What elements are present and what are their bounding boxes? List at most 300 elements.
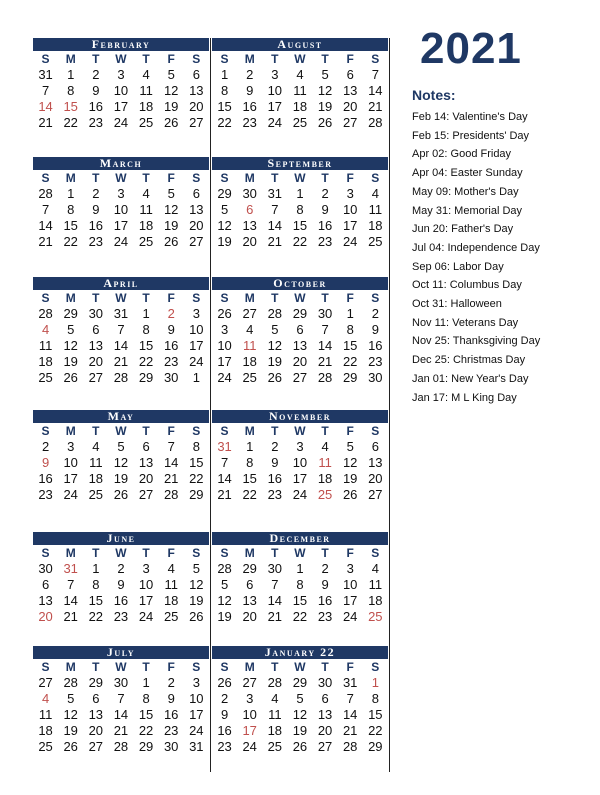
day-cell: 16: [317, 218, 333, 233]
day-cell: 23: [88, 234, 104, 249]
day-cell: 13: [242, 218, 257, 233]
day-cell: 1: [220, 67, 229, 82]
day-cell: 19: [217, 234, 232, 249]
day-cell: 20: [342, 99, 358, 114]
day-cell: 29: [138, 739, 154, 754]
weekday-label: S: [192, 424, 201, 438]
day-cell: 27: [189, 115, 204, 130]
weekday-label: F: [167, 424, 175, 438]
day-cell: 7: [41, 83, 50, 98]
weekday-label: T: [142, 52, 150, 66]
week-row: [212, 306, 388, 322]
weekday-header-row: [33, 170, 209, 186]
day-cell: 4: [92, 439, 100, 454]
day-cell: 14: [113, 338, 129, 353]
weekday-label: T: [142, 546, 150, 560]
weekday-label: W: [294, 546, 306, 560]
day-cell: 6: [296, 322, 304, 337]
day-cell: 27: [189, 234, 204, 249]
day-cell: 8: [296, 577, 304, 592]
day-cell: 17: [342, 593, 358, 608]
day-cell: 17: [267, 99, 283, 114]
day-cell: 31: [189, 739, 204, 754]
holiday-date: 11: [242, 338, 257, 353]
day-cell: 17: [189, 338, 204, 353]
day-cell: 3: [117, 186, 125, 201]
day-cell: 17: [292, 471, 308, 486]
day-cell: 14: [317, 338, 333, 353]
day-cell: 30: [317, 675, 333, 690]
day-cell: 9: [371, 322, 379, 337]
day-cell: 8: [67, 83, 75, 98]
weekday-label: F: [346, 291, 354, 305]
day-cell: 23: [217, 739, 232, 754]
day-cell: 10: [113, 83, 129, 98]
day-cell: 7: [167, 439, 175, 454]
day-cell: 8: [142, 691, 150, 706]
day-cell: 16: [88, 218, 104, 233]
day-cell: 23: [267, 487, 283, 502]
day-cell: 15: [138, 707, 154, 722]
note-item: Feb 15: Presidents' Day: [412, 129, 530, 142]
day-cell: 15: [342, 338, 358, 353]
week-row: [212, 707, 388, 723]
day-cell: 14: [368, 83, 383, 98]
weekday-label: S: [220, 660, 229, 674]
day-cell: 15: [138, 338, 154, 353]
day-cell: 14: [217, 471, 232, 486]
day-cell: 20: [242, 609, 257, 624]
day-cell: 20: [317, 723, 333, 738]
month-header: June: [33, 532, 209, 545]
day-cell: 1: [67, 67, 75, 82]
day-cell: 28: [113, 739, 129, 754]
note-item: Sep 06: Labor Day: [412, 260, 504, 273]
week-row: [33, 609, 209, 625]
day-cell: 24: [113, 234, 129, 249]
day-cell: 11: [38, 338, 53, 353]
day-cell: 17: [217, 354, 232, 369]
day-cell: 18: [368, 593, 383, 608]
weekday-label: T: [321, 424, 329, 438]
day-cell: 10: [242, 707, 257, 722]
day-cell: 29: [342, 370, 358, 385]
day-cell: 15: [292, 218, 308, 233]
day-cell: 27: [242, 675, 257, 690]
day-cell: 6: [192, 186, 200, 201]
weekday-label: S: [41, 291, 50, 305]
weekday-label: M: [65, 52, 76, 66]
day-cell: 16: [113, 593, 129, 608]
weekday-label: M: [244, 546, 255, 560]
day-cell: 21: [267, 609, 283, 624]
day-cell: 10: [267, 83, 283, 98]
weekday-label: T: [92, 424, 100, 438]
weekday-label: S: [192, 52, 201, 66]
day-cell: 7: [271, 202, 279, 217]
day-cell: 13: [189, 202, 204, 217]
week-row: [212, 739, 388, 755]
day-cell: 16: [217, 723, 232, 738]
day-cell: 6: [41, 577, 50, 592]
day-cell: 30: [317, 306, 333, 321]
weekday-label: T: [92, 546, 100, 560]
month-december: [212, 532, 388, 625]
day-cell: 18: [292, 99, 308, 114]
column-divider: [210, 38, 211, 772]
day-cell: 31: [342, 675, 358, 690]
weekday-label: T: [271, 171, 279, 185]
weekday-header-row: [33, 51, 209, 67]
weekday-header-row: [212, 290, 388, 306]
weekday-header-row: [212, 423, 388, 439]
day-cell: 21: [38, 115, 53, 130]
day-cell: 19: [292, 723, 308, 738]
day-cell: 7: [346, 691, 354, 706]
day-cell: 6: [371, 439, 379, 454]
day-cell: 6: [346, 67, 354, 82]
day-cell: 9: [117, 577, 125, 592]
day-cell: 6: [192, 67, 200, 82]
day-cell: 4: [142, 186, 150, 201]
day-cell: 27: [88, 370, 104, 385]
day-cell: 30: [88, 306, 104, 321]
weekday-label: T: [271, 546, 279, 560]
weekday-label: T: [142, 171, 150, 185]
day-cell: 17: [138, 593, 154, 608]
month-august: [212, 38, 388, 131]
day-cell: 15: [189, 455, 204, 470]
day-cell: 27: [88, 739, 104, 754]
weekday-label: S: [192, 291, 201, 305]
day-cell: 11: [368, 577, 383, 592]
weekday-label: S: [192, 660, 201, 674]
day-cell: 16: [88, 99, 104, 114]
day-cell: 23: [368, 354, 383, 369]
day-cell: 8: [67, 202, 75, 217]
day-cell: 2: [321, 561, 329, 576]
month-header: November: [212, 410, 388, 423]
day-cell: 1: [92, 561, 100, 576]
day-cell: 5: [67, 691, 75, 706]
day-cell: 22: [368, 723, 383, 738]
week-row: [212, 67, 388, 83]
day-cell: 10: [342, 577, 358, 592]
week-row: [33, 370, 209, 386]
day-cell: 22: [217, 115, 232, 130]
weekday-label: S: [371, 546, 380, 560]
day-cell: 29: [292, 675, 308, 690]
day-cell: 18: [138, 99, 154, 114]
week-row: [212, 83, 388, 99]
day-cell: 19: [163, 99, 179, 114]
weekday-label: T: [321, 291, 329, 305]
notes-heading: Notes:: [412, 87, 456, 103]
day-cell: 9: [271, 455, 279, 470]
weekday-label: W: [115, 660, 127, 674]
day-cell: 22: [138, 723, 154, 738]
day-cell: 22: [292, 234, 308, 249]
day-cell: 12: [189, 577, 204, 592]
weekday-header-row: [33, 290, 209, 306]
day-cell: 27: [368, 487, 383, 502]
day-cell: 12: [292, 707, 308, 722]
week-row: [33, 67, 209, 83]
day-cell: 23: [317, 609, 333, 624]
day-cell: 24: [63, 487, 78, 502]
day-cell: 21: [113, 723, 129, 738]
day-cell: 23: [163, 723, 179, 738]
note-item: May 09: Mother's Day: [412, 185, 519, 198]
day-cell: 13: [342, 83, 358, 98]
weekday-label: M: [244, 660, 255, 674]
day-cell: 2: [92, 67, 100, 82]
week-row: [33, 487, 209, 503]
weekday-label: F: [167, 291, 175, 305]
day-cell: 14: [63, 593, 78, 608]
day-cell: 9: [246, 83, 254, 98]
day-cell: 28: [113, 370, 129, 385]
day-cell: 7: [117, 691, 125, 706]
weekday-label: S: [371, 660, 380, 674]
day-cell: 17: [342, 218, 358, 233]
day-cell: 3: [271, 67, 279, 82]
day-cell: 18: [38, 354, 53, 369]
weekday-label: M: [65, 660, 76, 674]
day-cell: 23: [317, 234, 333, 249]
weekday-label: M: [244, 424, 255, 438]
day-cell: 1: [142, 306, 150, 321]
week-row: [212, 487, 388, 503]
weekday-label: M: [65, 424, 76, 438]
day-cell: 5: [67, 322, 75, 337]
day-cell: 25: [88, 487, 104, 502]
note-item: Apr 04: Easter Sunday: [412, 167, 523, 180]
week-row: [33, 739, 209, 755]
day-cell: 23: [88, 115, 104, 130]
day-cell: 18: [163, 593, 179, 608]
day-cell: 31: [113, 306, 129, 321]
holiday-date: 31: [63, 561, 78, 576]
week-row: [212, 471, 388, 487]
weekday-label: W: [294, 291, 306, 305]
day-cell: 8: [220, 83, 229, 98]
weekday-label: F: [346, 424, 354, 438]
day-cell: 5: [346, 439, 354, 454]
day-cell: 15: [292, 593, 308, 608]
week-row: [33, 338, 209, 354]
day-cell: 28: [63, 675, 78, 690]
year-title: 2021: [420, 24, 522, 73]
weekday-label: T: [321, 171, 329, 185]
month-header: May: [33, 410, 209, 423]
week-row: [212, 455, 388, 471]
day-cell: 4: [142, 67, 150, 82]
day-cell: 5: [220, 577, 229, 592]
day-cell: 4: [167, 561, 175, 576]
day-cell: 6: [142, 439, 150, 454]
day-cell: 21: [267, 234, 283, 249]
weekday-label: M: [65, 171, 76, 185]
day-cell: 14: [267, 218, 283, 233]
month-header: January 22: [212, 646, 388, 659]
day-cell: 21: [63, 609, 78, 624]
day-cell: 15: [217, 99, 232, 114]
day-cell: 20: [189, 99, 204, 114]
day-cell: 30: [163, 739, 179, 754]
weekday-label: S: [192, 546, 201, 560]
weekday-label: T: [92, 52, 100, 66]
day-cell: 9: [92, 83, 100, 98]
week-row: [33, 354, 209, 370]
day-cell: 9: [321, 577, 329, 592]
day-cell: 8: [296, 202, 304, 217]
day-cell: 29: [292, 306, 308, 321]
day-cell: 11: [38, 707, 53, 722]
day-cell: 30: [267, 561, 283, 576]
weekday-label: S: [41, 660, 50, 674]
day-cell: 29: [138, 370, 154, 385]
day-cell: 25: [138, 234, 154, 249]
day-cell: 12: [267, 338, 283, 353]
day-cell: 1: [296, 561, 304, 576]
day-cell: 28: [267, 306, 283, 321]
day-cell: 17: [189, 707, 204, 722]
day-cell: 2: [271, 439, 279, 454]
day-cell: 10: [217, 338, 232, 353]
day-cell: 21: [38, 234, 53, 249]
day-cell: 11: [368, 202, 383, 217]
week-row: [33, 593, 209, 609]
day-cell: 19: [113, 471, 129, 486]
day-cell: 28: [317, 370, 333, 385]
day-cell: 26: [342, 487, 358, 502]
day-cell: 22: [242, 487, 257, 502]
day-cell: 14: [163, 455, 179, 470]
month-october: [212, 277, 388, 386]
day-cell: 18: [242, 354, 257, 369]
day-cell: 5: [167, 186, 175, 201]
note-item: Nov 25: Thanksgiving Day: [412, 335, 541, 348]
day-cell: 13: [88, 338, 104, 353]
day-cell: 28: [368, 115, 383, 130]
note-item: Oct 31: Halloween: [412, 298, 502, 311]
week-row: [212, 577, 388, 593]
day-cell: 18: [88, 471, 104, 486]
day-cell: 5: [220, 202, 229, 217]
day-cell: 30: [242, 186, 257, 201]
weekday-label: F: [167, 52, 175, 66]
day-cell: 11: [139, 83, 153, 98]
day-cell: 1: [346, 306, 354, 321]
day-cell: 23: [38, 487, 53, 502]
day-cell: 20: [368, 471, 383, 486]
day-cell: 16: [267, 471, 283, 486]
weekday-label: W: [115, 291, 127, 305]
day-cell: 10: [342, 202, 358, 217]
day-cell: 7: [371, 67, 379, 82]
day-cell: 21: [368, 99, 383, 114]
day-cell: 10: [292, 455, 308, 470]
day-cell: 10: [113, 202, 129, 217]
day-cell: 2: [246, 67, 254, 82]
day-cell: 1: [296, 186, 304, 201]
day-cell: 13: [242, 593, 257, 608]
day-cell: 10: [63, 455, 78, 470]
holiday-date: 14: [38, 99, 53, 114]
day-cell: 8: [246, 455, 254, 470]
day-cell: 20: [138, 471, 154, 486]
week-row: [33, 115, 209, 131]
day-cell: 26: [267, 370, 283, 385]
day-cell: 21: [113, 354, 129, 369]
day-cell: 24: [138, 609, 154, 624]
day-cell: 5: [117, 439, 125, 454]
weekday-label: M: [65, 291, 76, 305]
day-cell: 5: [296, 691, 304, 706]
day-cell: 30: [38, 561, 53, 576]
week-row: [212, 723, 388, 739]
day-cell: 18: [267, 723, 283, 738]
note-item: Jul 04: Independence Day: [412, 241, 540, 254]
holiday-date: 20: [38, 609, 53, 624]
day-cell: 27: [138, 487, 154, 502]
day-cell: 8: [142, 322, 150, 337]
weekday-label: M: [244, 171, 255, 185]
day-cell: 9: [220, 707, 229, 722]
weekday-label: S: [371, 424, 380, 438]
day-cell: 21: [342, 723, 358, 738]
day-cell: 29: [217, 186, 232, 201]
day-cell: 12: [317, 83, 333, 98]
month-april: [33, 277, 209, 386]
day-cell: 18: [138, 218, 154, 233]
weekday-label: F: [346, 52, 354, 66]
day-cell: 25: [292, 115, 308, 130]
day-cell: 2: [41, 439, 50, 454]
day-cell: 18: [317, 471, 333, 486]
day-cell: 26: [63, 739, 78, 754]
week-row: [33, 723, 209, 739]
day-cell: 25: [368, 234, 383, 249]
month-header: July: [33, 646, 209, 659]
weekday-header-row: [33, 659, 209, 675]
day-cell: 14: [113, 707, 129, 722]
day-cell: 24: [113, 115, 129, 130]
month-header: August: [212, 38, 388, 51]
holiday-date: 17: [242, 723, 257, 738]
weekday-label: S: [220, 546, 229, 560]
day-cell: 30: [113, 675, 129, 690]
day-cell: 24: [189, 723, 204, 738]
weekday-label: S: [41, 546, 50, 560]
week-row: [33, 234, 209, 250]
weekday-label: T: [321, 660, 329, 674]
holiday-date: 6: [246, 202, 254, 217]
day-cell: 19: [317, 99, 333, 114]
day-cell: 3: [142, 561, 150, 576]
day-cell: 2: [92, 186, 100, 201]
note-item: Nov 11: Veterans Day: [412, 316, 519, 329]
weekday-header-row: [212, 170, 388, 186]
day-cell: 20: [242, 234, 257, 249]
month-header: April: [33, 277, 209, 290]
week-row: [33, 202, 209, 218]
day-cell: 12: [217, 218, 232, 233]
month-september: [212, 157, 388, 250]
holiday-date: 4: [41, 322, 50, 337]
week-row: [212, 202, 388, 218]
